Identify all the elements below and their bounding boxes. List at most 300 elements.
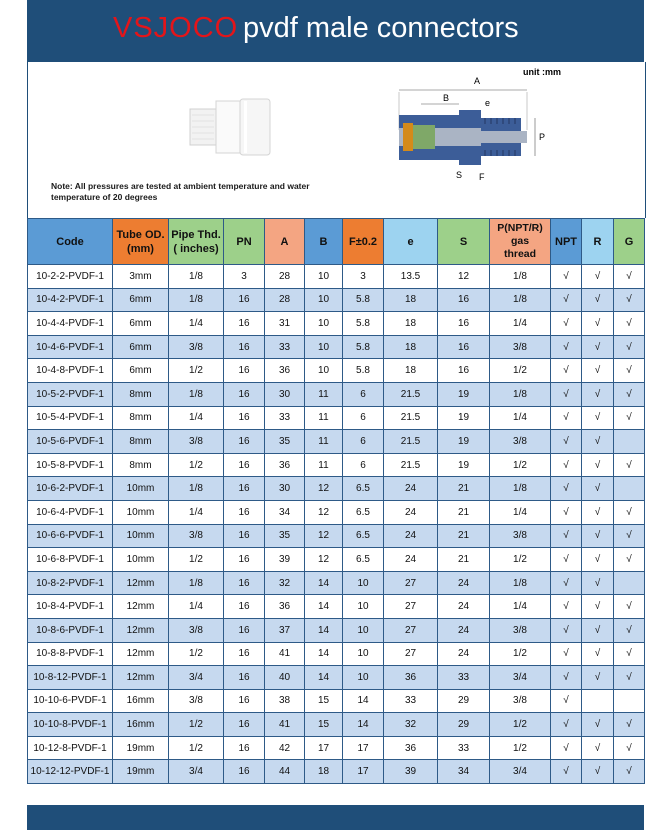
cell-tube: 8mm <box>113 430 169 454</box>
cell-a: 41 <box>265 713 305 737</box>
cell-pn: 16 <box>224 430 265 454</box>
cell-f: 10 <box>343 595 384 619</box>
cell-code: 10-6-6-PVDF-1 <box>28 524 113 548</box>
cell-p: 1/8 <box>490 571 551 595</box>
table-row <box>28 312 645 336</box>
cell-npt: √ <box>551 335 582 359</box>
cell-a: 33 <box>265 406 305 430</box>
page-title: pvdf male connectors <box>243 12 519 44</box>
cell-npt: √ <box>551 430 582 454</box>
table-row <box>28 265 645 289</box>
table-body <box>28 265 645 784</box>
cell-a: 42 <box>265 736 305 760</box>
cell-s: 24 <box>438 595 490 619</box>
cell-r: √ <box>582 430 614 454</box>
cell-a: 33 <box>265 335 305 359</box>
col-header-npt: NPT <box>551 219 582 265</box>
cell-e: 27 <box>384 642 438 666</box>
cell-r <box>582 689 614 713</box>
cell-code: 10-10-6-PVDF-1 <box>28 689 113 713</box>
cell-pipe: 1/8 <box>169 571 224 595</box>
cell-code: 10-4-2-PVDF-1 <box>28 288 113 312</box>
cell-p: 1/2 <box>490 453 551 477</box>
table-row <box>28 288 645 312</box>
cell-a: 36 <box>265 453 305 477</box>
cell-npt: √ <box>551 760 582 784</box>
cell-s: 19 <box>438 453 490 477</box>
dim-e-label: e <box>485 98 491 108</box>
cell-e: 32 <box>384 713 438 737</box>
table-row <box>28 689 645 713</box>
cell-tube: 12mm <box>113 666 169 690</box>
cell-e: 18 <box>384 288 438 312</box>
cell-r: √ <box>582 406 614 430</box>
table-row <box>28 406 645 430</box>
cell-s: 29 <box>438 713 490 737</box>
cell-pipe: 3/8 <box>169 335 224 359</box>
cell-pipe: 1/2 <box>169 736 224 760</box>
cell-pn: 16 <box>224 571 265 595</box>
cell-pipe: 1/2 <box>169 453 224 477</box>
cell-r: √ <box>582 477 614 501</box>
cell-code: 10-5-8-PVDF-1 <box>28 453 113 477</box>
cell-s: 19 <box>438 406 490 430</box>
table-row <box>28 430 645 454</box>
cell-code: 10-5-6-PVDF-1 <box>28 430 113 454</box>
cell-pn: 16 <box>224 642 265 666</box>
cell-e: 33 <box>384 689 438 713</box>
cell-code: 10-10-8-PVDF-1 <box>28 713 113 737</box>
table-row <box>28 453 645 477</box>
cell-pipe: 1/8 <box>169 265 224 289</box>
cell-b: 14 <box>305 571 343 595</box>
cell-npt: √ <box>551 713 582 737</box>
cell-b: 10 <box>305 335 343 359</box>
unit-label: unit :mm <box>523 67 561 77</box>
cell-p: 1/4 <box>490 312 551 336</box>
cell-r: √ <box>582 618 614 642</box>
cell-pipe: 3/4 <box>169 666 224 690</box>
cell-npt: √ <box>551 524 582 548</box>
cell-g: √ <box>614 265 645 289</box>
cell-r: √ <box>582 359 614 383</box>
cell-f: 5.8 <box>343 288 384 312</box>
cell-b: 11 <box>305 382 343 406</box>
cell-npt: √ <box>551 288 582 312</box>
cell-r: √ <box>582 642 614 666</box>
cell-s: 24 <box>438 642 490 666</box>
cell-b: 12 <box>305 477 343 501</box>
cell-b: 15 <box>305 689 343 713</box>
cell-pipe: 1/4 <box>169 500 224 524</box>
cell-e: 24 <box>384 548 438 572</box>
cell-code: 10-8-2-PVDF-1 <box>28 571 113 595</box>
connector-product-image <box>182 95 274 159</box>
cell-pn: 16 <box>224 713 265 737</box>
cell-npt: √ <box>551 736 582 760</box>
cell-npt: √ <box>551 406 582 430</box>
cell-pn: 3 <box>224 265 265 289</box>
table-row <box>28 713 645 737</box>
cell-b: 10 <box>305 288 343 312</box>
cell-p: 3/8 <box>490 335 551 359</box>
cell-f: 17 <box>343 760 384 784</box>
cell-a: 28 <box>265 288 305 312</box>
cell-pn: 16 <box>224 288 265 312</box>
cell-p: 3/4 <box>490 666 551 690</box>
cell-pn: 16 <box>224 359 265 383</box>
brand-logo: VSJOCO <box>113 12 239 44</box>
table-row <box>28 335 645 359</box>
cell-npt: √ <box>551 571 582 595</box>
cell-f: 6 <box>343 406 384 430</box>
cell-p: 1/4 <box>490 406 551 430</box>
cell-s: 21 <box>438 548 490 572</box>
cell-a: 36 <box>265 595 305 619</box>
col-header-b: B <box>305 219 343 265</box>
cell-code: 10-5-4-PVDF-1 <box>28 406 113 430</box>
cell-pn: 16 <box>224 760 265 784</box>
cell-p: 3/8 <box>490 618 551 642</box>
cell-f: 6 <box>343 382 384 406</box>
cell-b: 14 <box>305 642 343 666</box>
cell-s: 19 <box>438 430 490 454</box>
cell-a: 39 <box>265 548 305 572</box>
cell-npt: √ <box>551 312 582 336</box>
cell-pipe: 1/4 <box>169 406 224 430</box>
cell-pn: 16 <box>224 666 265 690</box>
cell-e: 36 <box>384 736 438 760</box>
cell-npt: √ <box>551 265 582 289</box>
cell-tube: 6mm <box>113 359 169 383</box>
cell-npt: √ <box>551 666 582 690</box>
cell-e: 36 <box>384 666 438 690</box>
table-row <box>28 760 645 784</box>
cell-code: 10-5-2-PVDF-1 <box>28 382 113 406</box>
cell-f: 10 <box>343 618 384 642</box>
cell-pipe: 1/4 <box>169 595 224 619</box>
cell-f: 6 <box>343 430 384 454</box>
cell-p: 1/8 <box>490 477 551 501</box>
cell-g: √ <box>614 406 645 430</box>
cell-p: 3/8 <box>490 524 551 548</box>
cell-tube: 3mm <box>113 265 169 289</box>
cell-code: 10-8-12-PVDF-1 <box>28 666 113 690</box>
cell-tube: 10mm <box>113 524 169 548</box>
cell-a: 30 <box>265 477 305 501</box>
cell-code: 10-6-4-PVDF-1 <box>28 500 113 524</box>
cell-npt: √ <box>551 689 582 713</box>
cell-g: √ <box>614 713 645 737</box>
col-header-code: Code <box>28 219 113 265</box>
cell-pipe: 3/8 <box>169 618 224 642</box>
cell-s: 33 <box>438 666 490 690</box>
cell-tube: 16mm <box>113 689 169 713</box>
header-banner <box>27 0 644 62</box>
table-row <box>28 359 645 383</box>
cell-npt: √ <box>551 642 582 666</box>
cell-f: 6.5 <box>343 500 384 524</box>
cell-g: √ <box>614 453 645 477</box>
cell-f: 14 <box>343 713 384 737</box>
cell-npt: √ <box>551 359 582 383</box>
cell-npt: √ <box>551 548 582 572</box>
cell-g: √ <box>614 500 645 524</box>
cell-r: √ <box>582 666 614 690</box>
cell-g <box>614 477 645 501</box>
cell-f: 6.5 <box>343 548 384 572</box>
cell-pn: 16 <box>224 618 265 642</box>
cell-r: √ <box>582 760 614 784</box>
cell-e: 21.5 <box>384 406 438 430</box>
cell-p: 1/2 <box>490 359 551 383</box>
dim-a-label: A <box>474 76 481 86</box>
table-header-row <box>28 219 645 265</box>
cell-p: 1/4 <box>490 500 551 524</box>
cell-e: 39 <box>384 760 438 784</box>
cell-pn: 16 <box>224 524 265 548</box>
cell-tube: 6mm <box>113 288 169 312</box>
cell-f: 6.5 <box>343 477 384 501</box>
cell-s: 24 <box>438 618 490 642</box>
cell-g: √ <box>614 288 645 312</box>
col-header-tube-od: Tube OD. (mm) <box>113 219 169 265</box>
cell-pipe: 3/8 <box>169 430 224 454</box>
cell-tube: 8mm <box>113 453 169 477</box>
cell-f: 5.8 <box>343 335 384 359</box>
cell-r: √ <box>582 288 614 312</box>
cell-s: 21 <box>438 477 490 501</box>
col-header-r: R <box>582 219 614 265</box>
cell-e: 27 <box>384 595 438 619</box>
cell-a: 44 <box>265 760 305 784</box>
cell-r: √ <box>582 335 614 359</box>
cell-s: 16 <box>438 312 490 336</box>
cell-p: 1/4 <box>490 595 551 619</box>
cell-s: 16 <box>438 335 490 359</box>
cell-code: 10-6-2-PVDF-1 <box>28 477 113 501</box>
connector-cross-section-diagram <box>379 70 559 185</box>
col-header-pipe-thd: Pipe Thd. ( inches) <box>169 219 224 265</box>
cell-code: 10-8-4-PVDF-1 <box>28 595 113 619</box>
table-row <box>28 382 645 406</box>
cell-g: √ <box>614 760 645 784</box>
cell-g: √ <box>614 312 645 336</box>
cell-pipe: 3/8 <box>169 524 224 548</box>
cell-s: 21 <box>438 500 490 524</box>
spec-table <box>27 218 645 784</box>
cell-a: 32 <box>265 571 305 595</box>
cell-f: 17 <box>343 736 384 760</box>
cell-r: √ <box>582 736 614 760</box>
cell-a: 40 <box>265 666 305 690</box>
cell-pn: 16 <box>224 406 265 430</box>
cell-e: 21.5 <box>384 453 438 477</box>
col-header-p-thread: P(NPT/R) gas thread <box>490 219 551 265</box>
cell-p: 3/8 <box>490 689 551 713</box>
cell-tube: 12mm <box>113 642 169 666</box>
cell-p: 1/2 <box>490 736 551 760</box>
cell-npt: √ <box>551 382 582 406</box>
cell-tube: 12mm <box>113 571 169 595</box>
cell-e: 18 <box>384 335 438 359</box>
cell-a: 34 <box>265 500 305 524</box>
cell-tube: 10mm <box>113 500 169 524</box>
cell-g: √ <box>614 595 645 619</box>
cell-pn: 16 <box>224 736 265 760</box>
cell-pipe: 1/8 <box>169 288 224 312</box>
footer-bar <box>27 805 644 830</box>
cell-pipe: 1/8 <box>169 382 224 406</box>
cell-pn: 16 <box>224 477 265 501</box>
cell-tube: 16mm <box>113 713 169 737</box>
cell-code: 10-4-6-PVDF-1 <box>28 335 113 359</box>
cell-pn: 16 <box>224 312 265 336</box>
cell-s: 16 <box>438 359 490 383</box>
cell-pipe: 3/8 <box>169 689 224 713</box>
cell-s: 12 <box>438 265 490 289</box>
cell-tube: 12mm <box>113 618 169 642</box>
table-row <box>28 548 645 572</box>
cell-b: 14 <box>305 595 343 619</box>
cell-r: √ <box>582 382 614 406</box>
cell-f: 6.5 <box>343 524 384 548</box>
col-header-g: G <box>614 219 645 265</box>
cell-f: 5.8 <box>343 359 384 383</box>
col-header-pn: PN <box>224 219 265 265</box>
cell-a: 35 <box>265 430 305 454</box>
cell-pipe: 1/2 <box>169 713 224 737</box>
cell-e: 21.5 <box>384 430 438 454</box>
cell-e: 24 <box>384 524 438 548</box>
cell-b: 18 <box>305 760 343 784</box>
cell-g: √ <box>614 524 645 548</box>
cell-npt: √ <box>551 453 582 477</box>
cell-pipe: 1/2 <box>169 359 224 383</box>
cell-b: 14 <box>305 618 343 642</box>
cell-pn: 16 <box>224 689 265 713</box>
cell-pipe: 1/2 <box>169 642 224 666</box>
cell-pn: 16 <box>224 500 265 524</box>
cell-a: 28 <box>265 265 305 289</box>
cell-s: 21 <box>438 524 490 548</box>
table-row <box>28 571 645 595</box>
cell-r: √ <box>582 524 614 548</box>
dim-f-label: F <box>479 172 485 182</box>
cell-b: 12 <box>305 500 343 524</box>
cell-s: 33 <box>438 736 490 760</box>
cell-b: 17 <box>305 736 343 760</box>
cell-a: 30 <box>265 382 305 406</box>
cell-b: 12 <box>305 548 343 572</box>
table-row <box>28 477 645 501</box>
cell-npt: √ <box>551 500 582 524</box>
cell-e: 24 <box>384 500 438 524</box>
table-row <box>28 524 645 548</box>
cell-tube: 10mm <box>113 548 169 572</box>
col-header-s: S <box>438 219 490 265</box>
cell-tube: 19mm <box>113 736 169 760</box>
cell-npt: √ <box>551 595 582 619</box>
table-row <box>28 736 645 760</box>
cell-code: 10-8-6-PVDF-1 <box>28 618 113 642</box>
cell-pn: 16 <box>224 595 265 619</box>
cell-pipe: 3/4 <box>169 760 224 784</box>
cell-e: 18 <box>384 312 438 336</box>
cell-r: √ <box>582 312 614 336</box>
cell-r: √ <box>582 453 614 477</box>
table-row <box>28 618 645 642</box>
cell-code: 10-8-8-PVDF-1 <box>28 642 113 666</box>
cell-g: √ <box>614 359 645 383</box>
cell-g: √ <box>614 335 645 359</box>
cell-a: 36 <box>265 359 305 383</box>
cell-f: 3 <box>343 265 384 289</box>
cell-r: √ <box>582 571 614 595</box>
cell-pn: 16 <box>224 548 265 572</box>
cell-e: 18 <box>384 359 438 383</box>
cell-a: 38 <box>265 689 305 713</box>
cell-tube: 12mm <box>113 595 169 619</box>
cell-s: 24 <box>438 571 490 595</box>
cell-g <box>614 689 645 713</box>
cell-tube: 8mm <box>113 382 169 406</box>
cell-e: 27 <box>384 571 438 595</box>
cell-pn: 16 <box>224 453 265 477</box>
cell-code: 10-6-8-PVDF-1 <box>28 548 113 572</box>
cell-b: 11 <box>305 406 343 430</box>
cell-tube: 6mm <box>113 335 169 359</box>
cell-code: 10-12-12-PVDF-1 <box>28 760 113 784</box>
col-header-a: A <box>265 219 305 265</box>
cell-e: 13.5 <box>384 265 438 289</box>
cell-tube: 10mm <box>113 477 169 501</box>
cell-pn: 16 <box>224 382 265 406</box>
cell-f: 5.8 <box>343 312 384 336</box>
cell-f: 10 <box>343 571 384 595</box>
cell-code: 10-12-8-PVDF-1 <box>28 736 113 760</box>
cell-a: 35 <box>265 524 305 548</box>
cell-p: 1/8 <box>490 265 551 289</box>
cell-b: 10 <box>305 359 343 383</box>
cell-tube: 8mm <box>113 406 169 430</box>
cell-g: √ <box>614 642 645 666</box>
cell-r: √ <box>582 265 614 289</box>
cell-r: √ <box>582 548 614 572</box>
dim-s-label: S <box>456 170 463 180</box>
cell-s: 19 <box>438 382 490 406</box>
cell-p: 1/2 <box>490 642 551 666</box>
table-row <box>28 500 645 524</box>
cell-a: 41 <box>265 642 305 666</box>
cell-tube: 6mm <box>113 312 169 336</box>
cell-p: 3/8 <box>490 430 551 454</box>
cell-a: 37 <box>265 618 305 642</box>
table-row <box>28 642 645 666</box>
cell-pipe: 1/2 <box>169 548 224 572</box>
cell-b: 12 <box>305 524 343 548</box>
cell-b: 10 <box>305 312 343 336</box>
table-row <box>28 666 645 690</box>
col-header-f: F±0.2 <box>343 219 384 265</box>
cell-p: 1/8 <box>490 382 551 406</box>
cell-g <box>614 571 645 595</box>
cell-b: 15 <box>305 713 343 737</box>
cell-r: √ <box>582 500 614 524</box>
cell-e: 27 <box>384 618 438 642</box>
pressure-note: Note: All pressures are tested at ambient temperature and water temperature of 20 degrees <box>51 181 310 202</box>
cell-p: 3/4 <box>490 760 551 784</box>
